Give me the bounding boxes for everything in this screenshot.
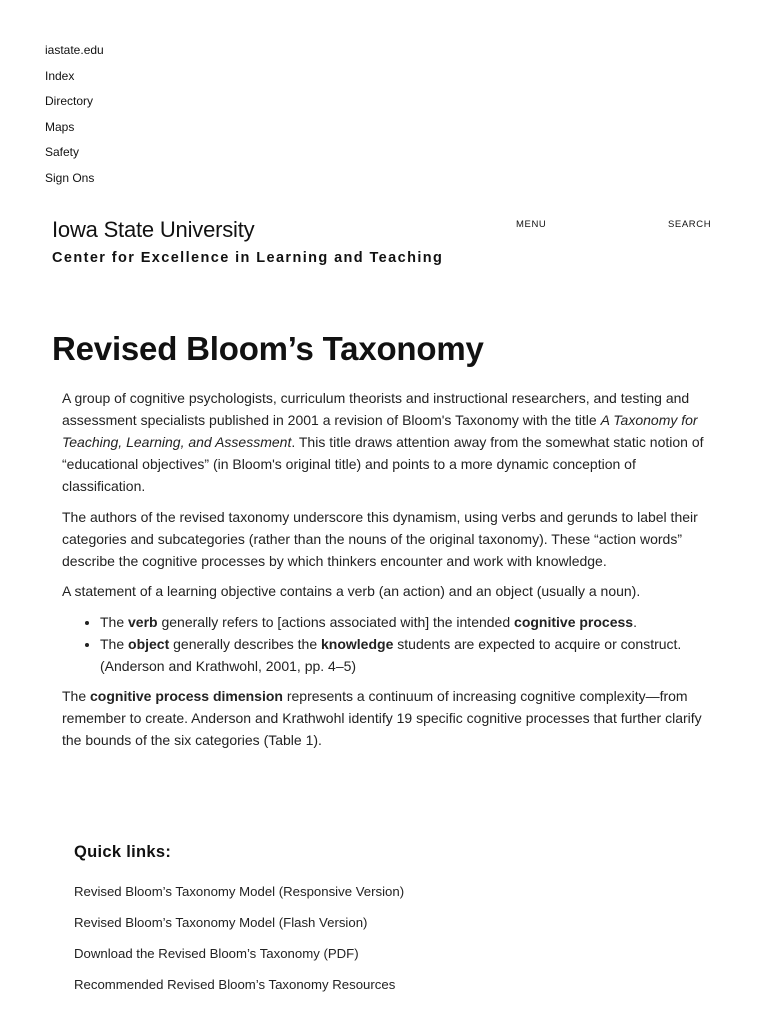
utility-link-safety[interactable]	[45, 140, 104, 166]
article-content	[62, 387, 712, 759]
dimension-paragraph	[62, 685, 712, 751]
bullet2-text-a: The	[100, 635, 129, 652]
intro-text-a: A group of cognitive psychologists, curriculum theorists and instructional researchers, and testing and assessment specialists published in 2001 a revision of Bloom's Taxonomy with the title	[62, 390, 690, 428]
utility-link-iastate[interactable]	[45, 38, 104, 64]
intro-paragraph	[62, 387, 712, 497]
objective-paragraph: A statement of a learning objective contains a verb (an action) and an object (usually a noun).	[62, 583, 641, 599]
objective-list	[62, 611, 712, 677]
utility-link-maps-text[interactable]: Maps	[45, 119, 75, 134]
dynamism-paragraph: The authors of the revised taxonomy underscore this dynamism, using verbs and gerunds to label their categories and subcategories (rather than the nouns of the original taxonomy). These “action words” describe the cognitive processes by which thinkers encounter and work with knowledge.	[62, 508, 698, 569]
quick-links-title: Quick links:	[74, 843, 172, 861]
quick-links-list	[74, 876, 404, 1000]
dimension-text-b: represents a continuum of increasing cognitive complexity—from remember to create. Anderson and Krathwohl identify 19 specific cognitive processes that further clarify the bounds of the six categories (Table 1).	[62, 687, 702, 748]
quick-link-pdf-text[interactable]: Download the Revised Bloom’s Taxonomy (PDF)	[74, 946, 359, 961]
quick-link-responsive[interactable]	[74, 876, 404, 907]
quick-link-responsive-text[interactable]: Revised Bloom’s Taxonomy Model (Responsive Version)	[74, 884, 405, 899]
dimension-text-a: The	[62, 687, 91, 704]
dimension-bold: cognitive process dimension	[90, 687, 283, 704]
list-item-verb	[100, 611, 712, 633]
quick-link-resources-text[interactable]: Recommended Revised Bloom’s Taxonomy Resources	[74, 977, 396, 992]
quick-link-resources[interactable]	[74, 969, 404, 1000]
site-subtitle-link[interactable]: Center for Excellence in Learning and Teaching	[52, 250, 444, 266]
quick-link-flash-text[interactable]: Revised Bloom’s Taxonomy Model (Flash Version)	[74, 915, 368, 930]
bullet1-text-d: .	[633, 613, 637, 630]
bullet2-text-c: generally describes the	[169, 635, 322, 652]
site-title-link[interactable]: Iowa State University	[52, 217, 255, 242]
bullet1-text-c: generally refers to [actions associated with] the intended	[157, 613, 515, 630]
utility-link-directory[interactable]	[45, 89, 104, 115]
utility-link-index-text[interactable]: Index	[45, 68, 75, 83]
utility-link-maps[interactable]	[45, 115, 104, 141]
book-title: A Taxonomy for Teaching, Learning, and Assessment	[62, 412, 698, 450]
bullet2-text-d: students are expected to acquire or construct. (Anderson and Krathwohl, 2001, pp. 4–5)	[100, 635, 682, 674]
utility-nav	[45, 38, 104, 192]
page-title: Revised Bloom’s Taxonomy	[52, 330, 484, 367]
menu-button[interactable]: MENU	[516, 219, 547, 230]
bullet1-bold-verb: verb	[128, 613, 158, 630]
bullet2-bold-knowledge: knowledge	[321, 635, 394, 652]
utility-link-iastate-text[interactable]: iastate.edu	[45, 43, 104, 57]
intro-text-b: . This title draws attention away from the somewhat static notion of “educational objectives” (in Bloom's original title) and points to a more dynamic conception of classification.	[62, 434, 704, 494]
utility-link-sign-ons-text[interactable]: Sign Ons	[45, 170, 95, 185]
utility-link-safety-text[interactable]: Safety	[45, 145, 80, 160]
bullet1-text-a: The	[100, 613, 129, 630]
utility-link-sign-ons[interactable]	[45, 166, 104, 192]
utility-link-directory-text[interactable]: Directory	[45, 94, 94, 109]
utility-link-index[interactable]	[45, 64, 104, 90]
bullet2-bold-object: object	[128, 635, 170, 652]
quick-link-flash[interactable]	[74, 907, 404, 938]
bullet1-bold-process: cognitive process	[514, 613, 634, 630]
quick-link-pdf[interactable]	[74, 938, 404, 969]
list-item-object	[100, 633, 712, 677]
search-button[interactable]: SEARCH	[668, 219, 712, 230]
